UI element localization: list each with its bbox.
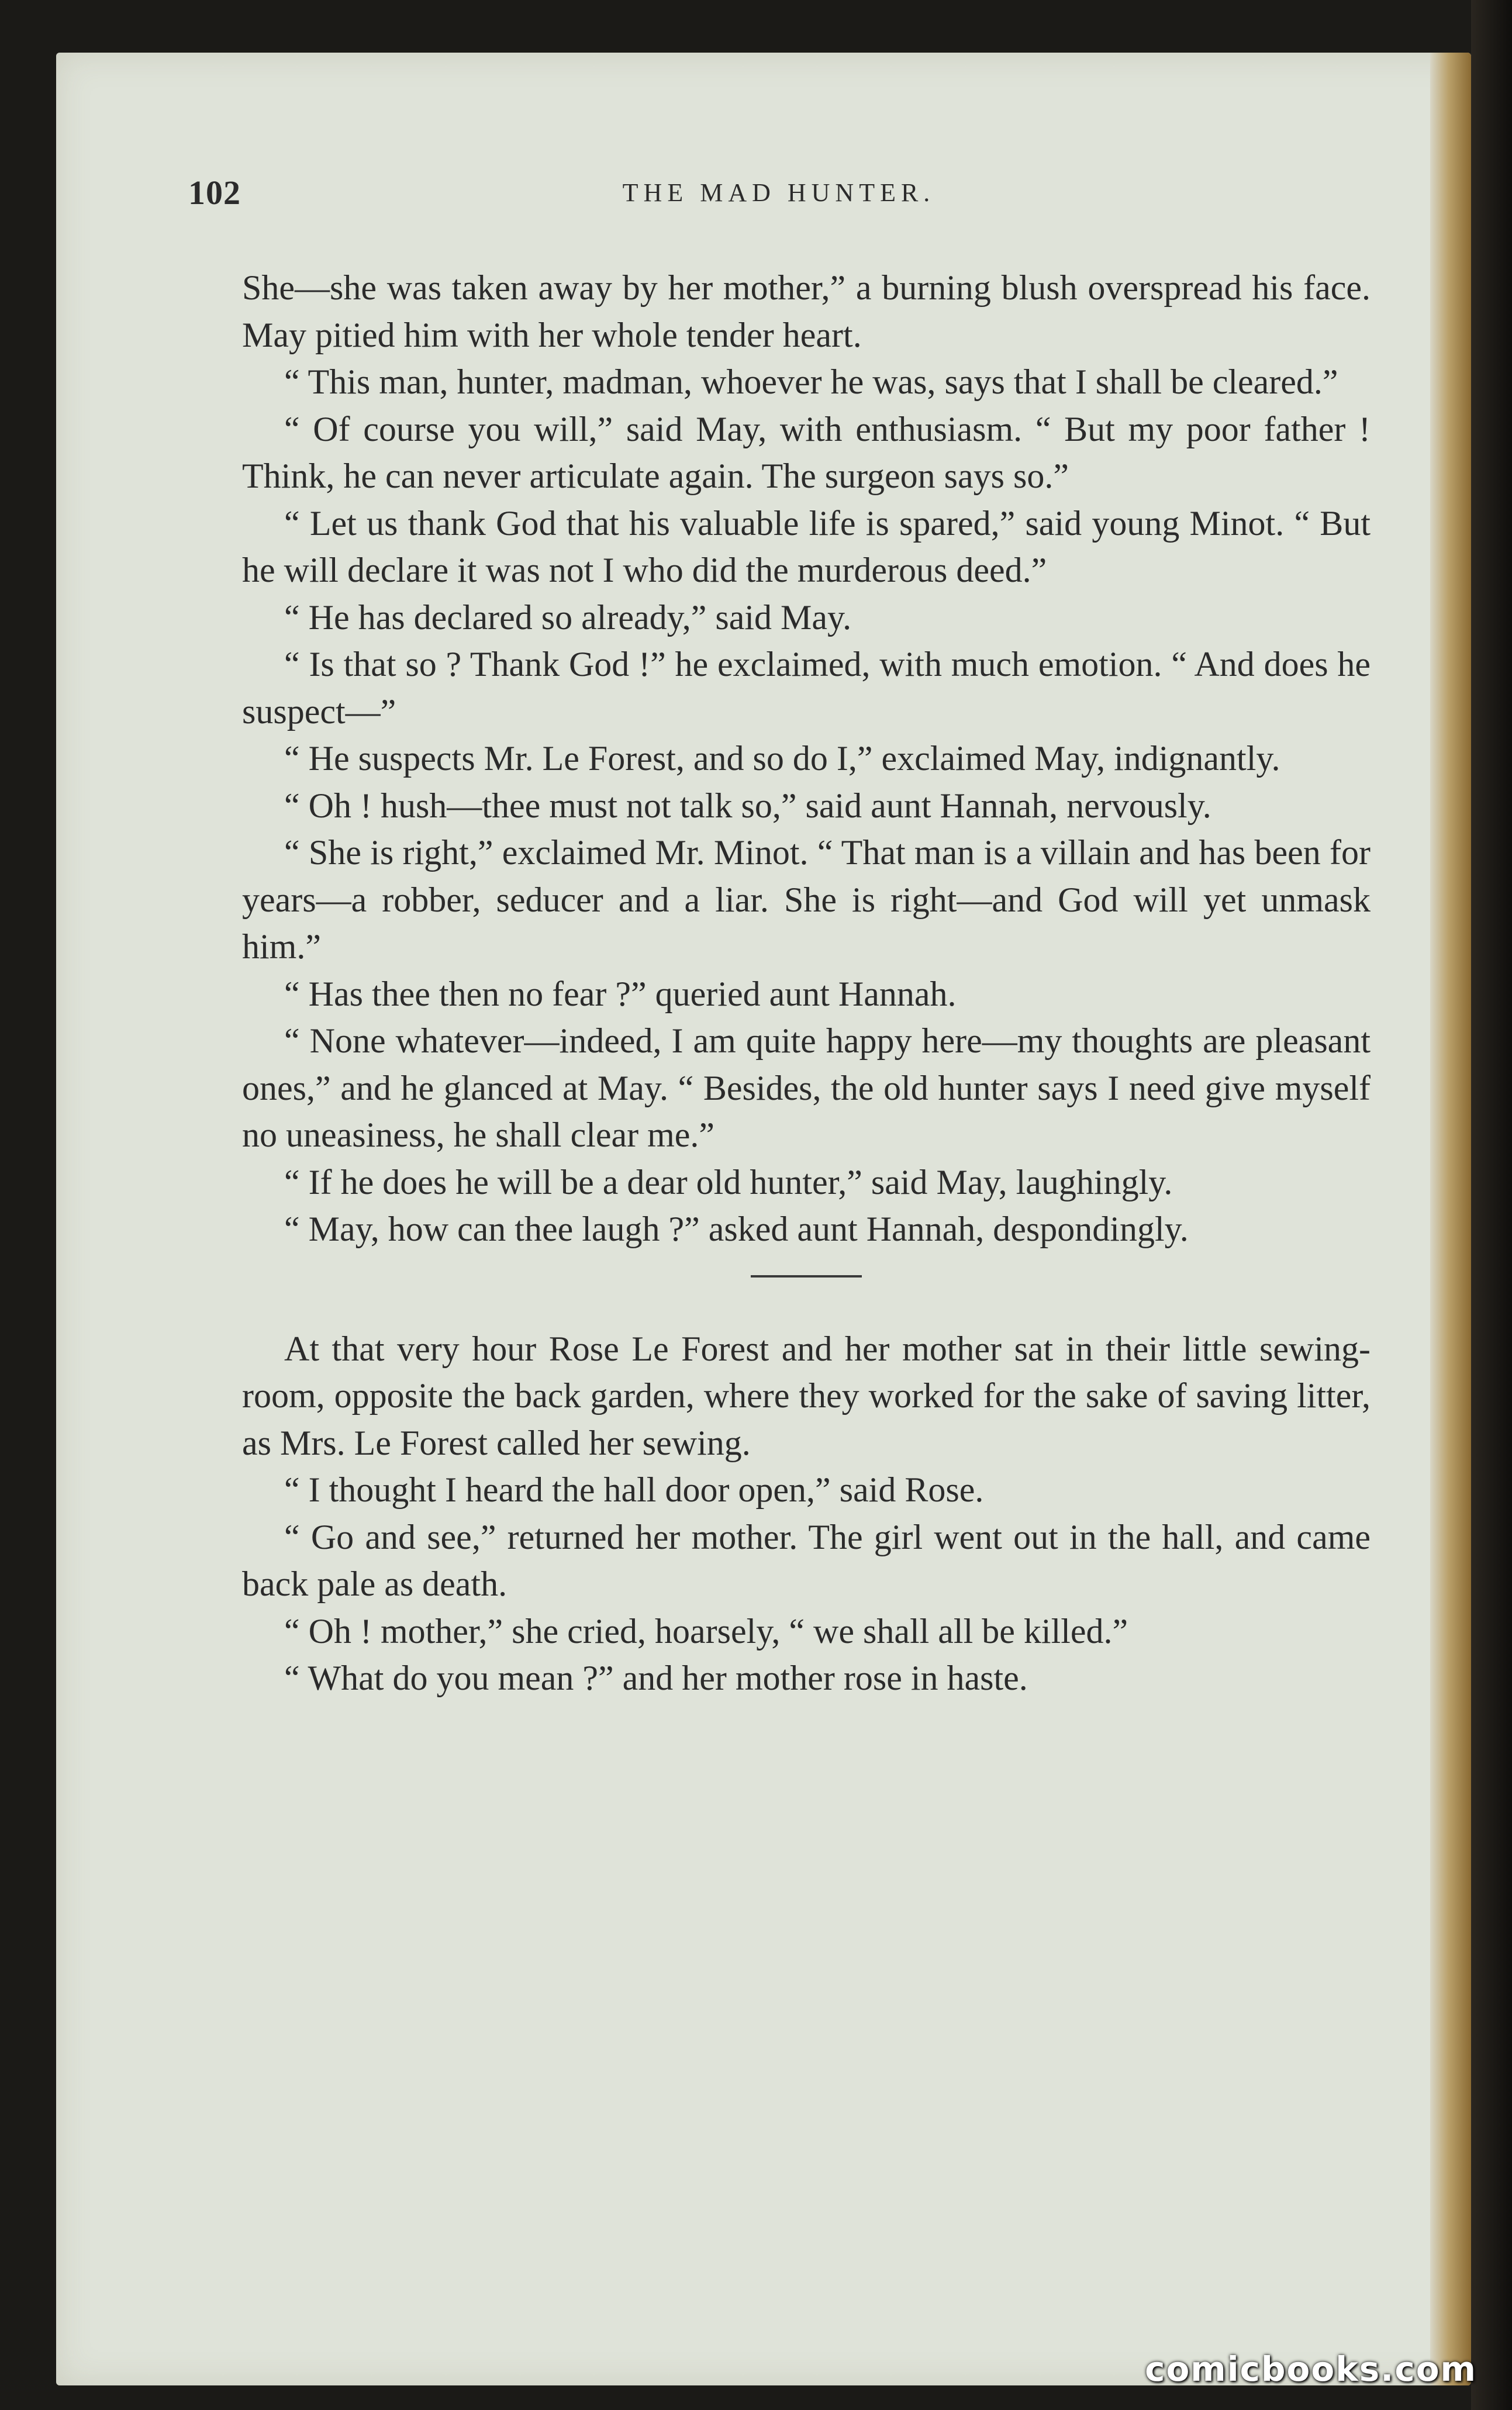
paragraph: “ Let us thank God that his valuable life is spared,” said young Minot. “ But he will declare it was not I who did the murderous deed.” (242, 503, 1371, 589)
paragraph: “ I thought I heard the hall door open,” said Rose. (284, 1470, 984, 1509)
paragraph: “ Go and see,” returned her mother. The girl went out in the hall, and came back pale as death. (242, 1517, 1371, 1603)
running-head: THE MAD HUNTER. (622, 178, 935, 207)
paragraph: “ What do you mean ?” and her mother rose in haste. (284, 1659, 1028, 1697)
paragraph: “ Is that so ? Thank God !” he exclaimed, with much emotion. “ And does he suspect—” (242, 645, 1371, 731)
paragraph: “ Has thee then no fear ?” queried aunt Hannah. (284, 974, 957, 1013)
book-spine (1471, 0, 1512, 2410)
paragraph: “ None whatever—indeed, I am quite happy here—my thoughts are pleasant ones,” and he glanced at May. “ Besides, the old hunter says I need give myself no uneasiness, he shall clear me.” (242, 1021, 1371, 1154)
paragraph: At that very hour Rose Le Forest and her mother sat in their little sewing-room, opposite the back garden, where they worked for the sake of saving litter, as Mrs. Le Forest called her sewing. (242, 1329, 1371, 1462)
paragraph: She—she was taken away by her mother,” a burning blush overspread his face. May pitied him with her whole tender heart. (242, 268, 1371, 354)
page-gutter (1430, 53, 1471, 2385)
paragraph: “ If he does he will be a dear old hunter,” said May, laughingly. (284, 1162, 1173, 1201)
body-text (242, 264, 1371, 1702)
page-header (188, 173, 1369, 220)
watermark: comicbooks.com (1145, 2349, 1477, 2389)
paragraph: “ He suspects Mr. Le Forest, and so do I,” exclaimed May, indignantly. (284, 739, 1280, 778)
paragraph: “ Oh ! hush—thee must not talk so,” said aunt Hannah, nervously. (284, 786, 1211, 825)
paragraph: “ She is right,” exclaimed Mr. Minot. “ That man is a villain and has been for years—a robber, seducer and a liar. She is right—and God will yet unmask him.” (242, 833, 1371, 966)
paragraph: “ Of course you will,” said May, with enthusiasm. “ But my poor father ! Think, he can never articulate again. The surgeon says so.” (242, 409, 1371, 495)
paragraph: “ May, how can thee laugh ?” asked aunt Hannah, despondingly. (284, 1210, 1189, 1248)
page-number: 102 (188, 174, 241, 212)
section-break-rule (751, 1275, 862, 1277)
paragraph: “ This man, hunter, madman, whoever he was, says that I shall be cleared.” (284, 362, 1338, 401)
paragraph: “ Oh ! mother,” she cried, hoarsely, “ we shall all be killed.” (284, 1611, 1128, 1651)
paragraph: “ He has declared so already,” said May. (284, 598, 852, 637)
